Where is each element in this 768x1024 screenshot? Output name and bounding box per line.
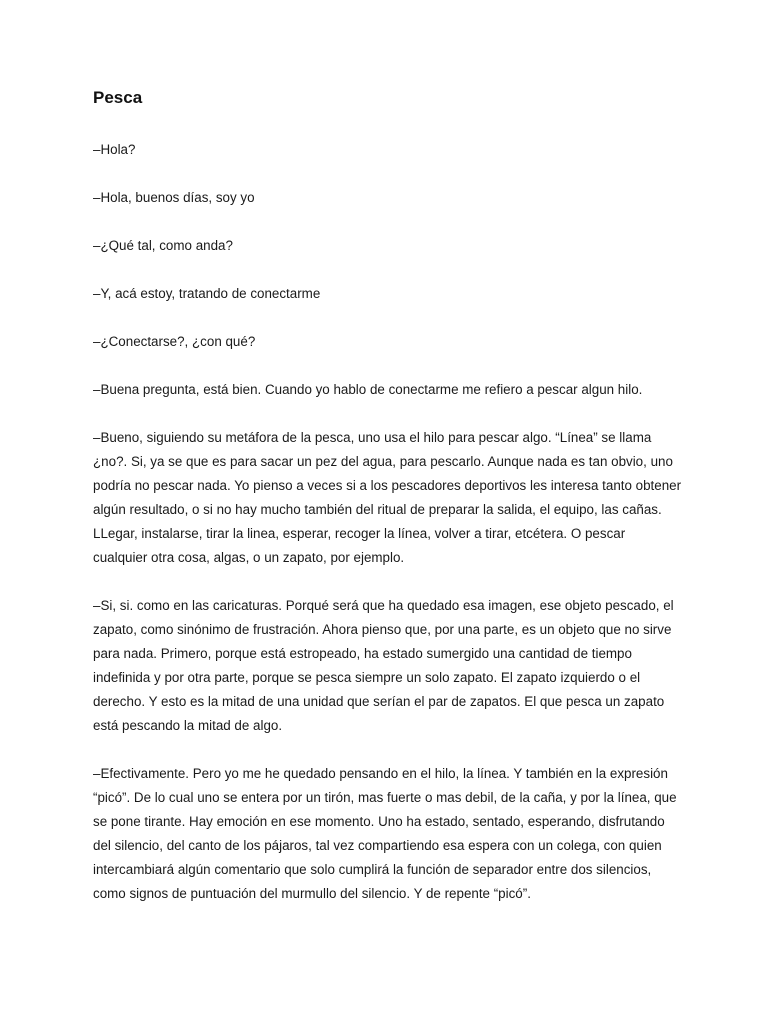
paragraph-5: –¿Conectarse?, ¿con qué? <box>93 334 256 349</box>
paragraph-3: –¿Qué tal, como anda? <box>93 238 233 253</box>
paragraph-4: –Y, acá estoy, tratando de conectarme <box>93 286 321 301</box>
paragraph-7: –Bueno, siguiendo su metáfora de la pesca, uno usa el hilo para pescar algo. “Línea” se llama ¿no?. Si, ya se que es para sacar un pez del agua, para pescarlo. Aunque nada es tan obvio, uno podría no pescar nada. Yo pienso a veces si a los pescadores deportivos les interesa tanto obtener algún resultado, o si no hay mucho también del ritual de preparar la salida, el equipo, las cañas. LLegar, instalarse, tirar la linea, esperar, recoger la línea, volver a tirar, etcétera. O pescar cualquier otra cosa, algas, o un zapato, por ejemplo. <box>93 430 682 565</box>
paragraph-9: –Efectivamente. Pero yo me he quedado pensando en el hilo, la línea. Y también en la expresión “picó”. De lo cual uno se entera por un tirón, mas fuerte o mas debil, de la caña, y por la línea, que se pone tirante. Hay emoción en ese momento. Uno ha estado, sentado, esperando, disfrutando del silencio, del canto de los pájaros, tal vez compartiendo esa espera con un colega, con quien intercambiará algún comentario que solo cumplirá la función de separador entre dos silencios, como signos de puntuación del murmullo del silencio. Y de repente “picó”. <box>93 766 677 901</box>
document-page <box>93 86 683 930</box>
paragraph-1: –Hola? <box>93 142 136 157</box>
paragraph-6: –Buena pregunta, está bien. Cuando yo hablo de conectarme me refiero a pescar algun hilo. <box>93 382 643 397</box>
paragraph-2: –Hola, buenos días, soy yo <box>93 190 255 205</box>
paragraph-8: –Si, si. como en las caricaturas. Porqué será que ha quedado esa imagen, ese objeto pescado, el zapato, como sinónimo de frustración. Ahora pienso que, por una parte, es un objeto que no sirve para nada. Primero, porque está estropeado, ha estado sumergido una cantidad de tiempo indefinida y por otra parte, porque se pesca siempre un solo zapato. El zapato izquierdo o el derecho. Y esto es la mitad de una unidad que serían el par de zapatos. El que pesca un zapato está pescando la mitad de algo. <box>93 598 674 733</box>
document-title: Pesca <box>93 88 143 107</box>
